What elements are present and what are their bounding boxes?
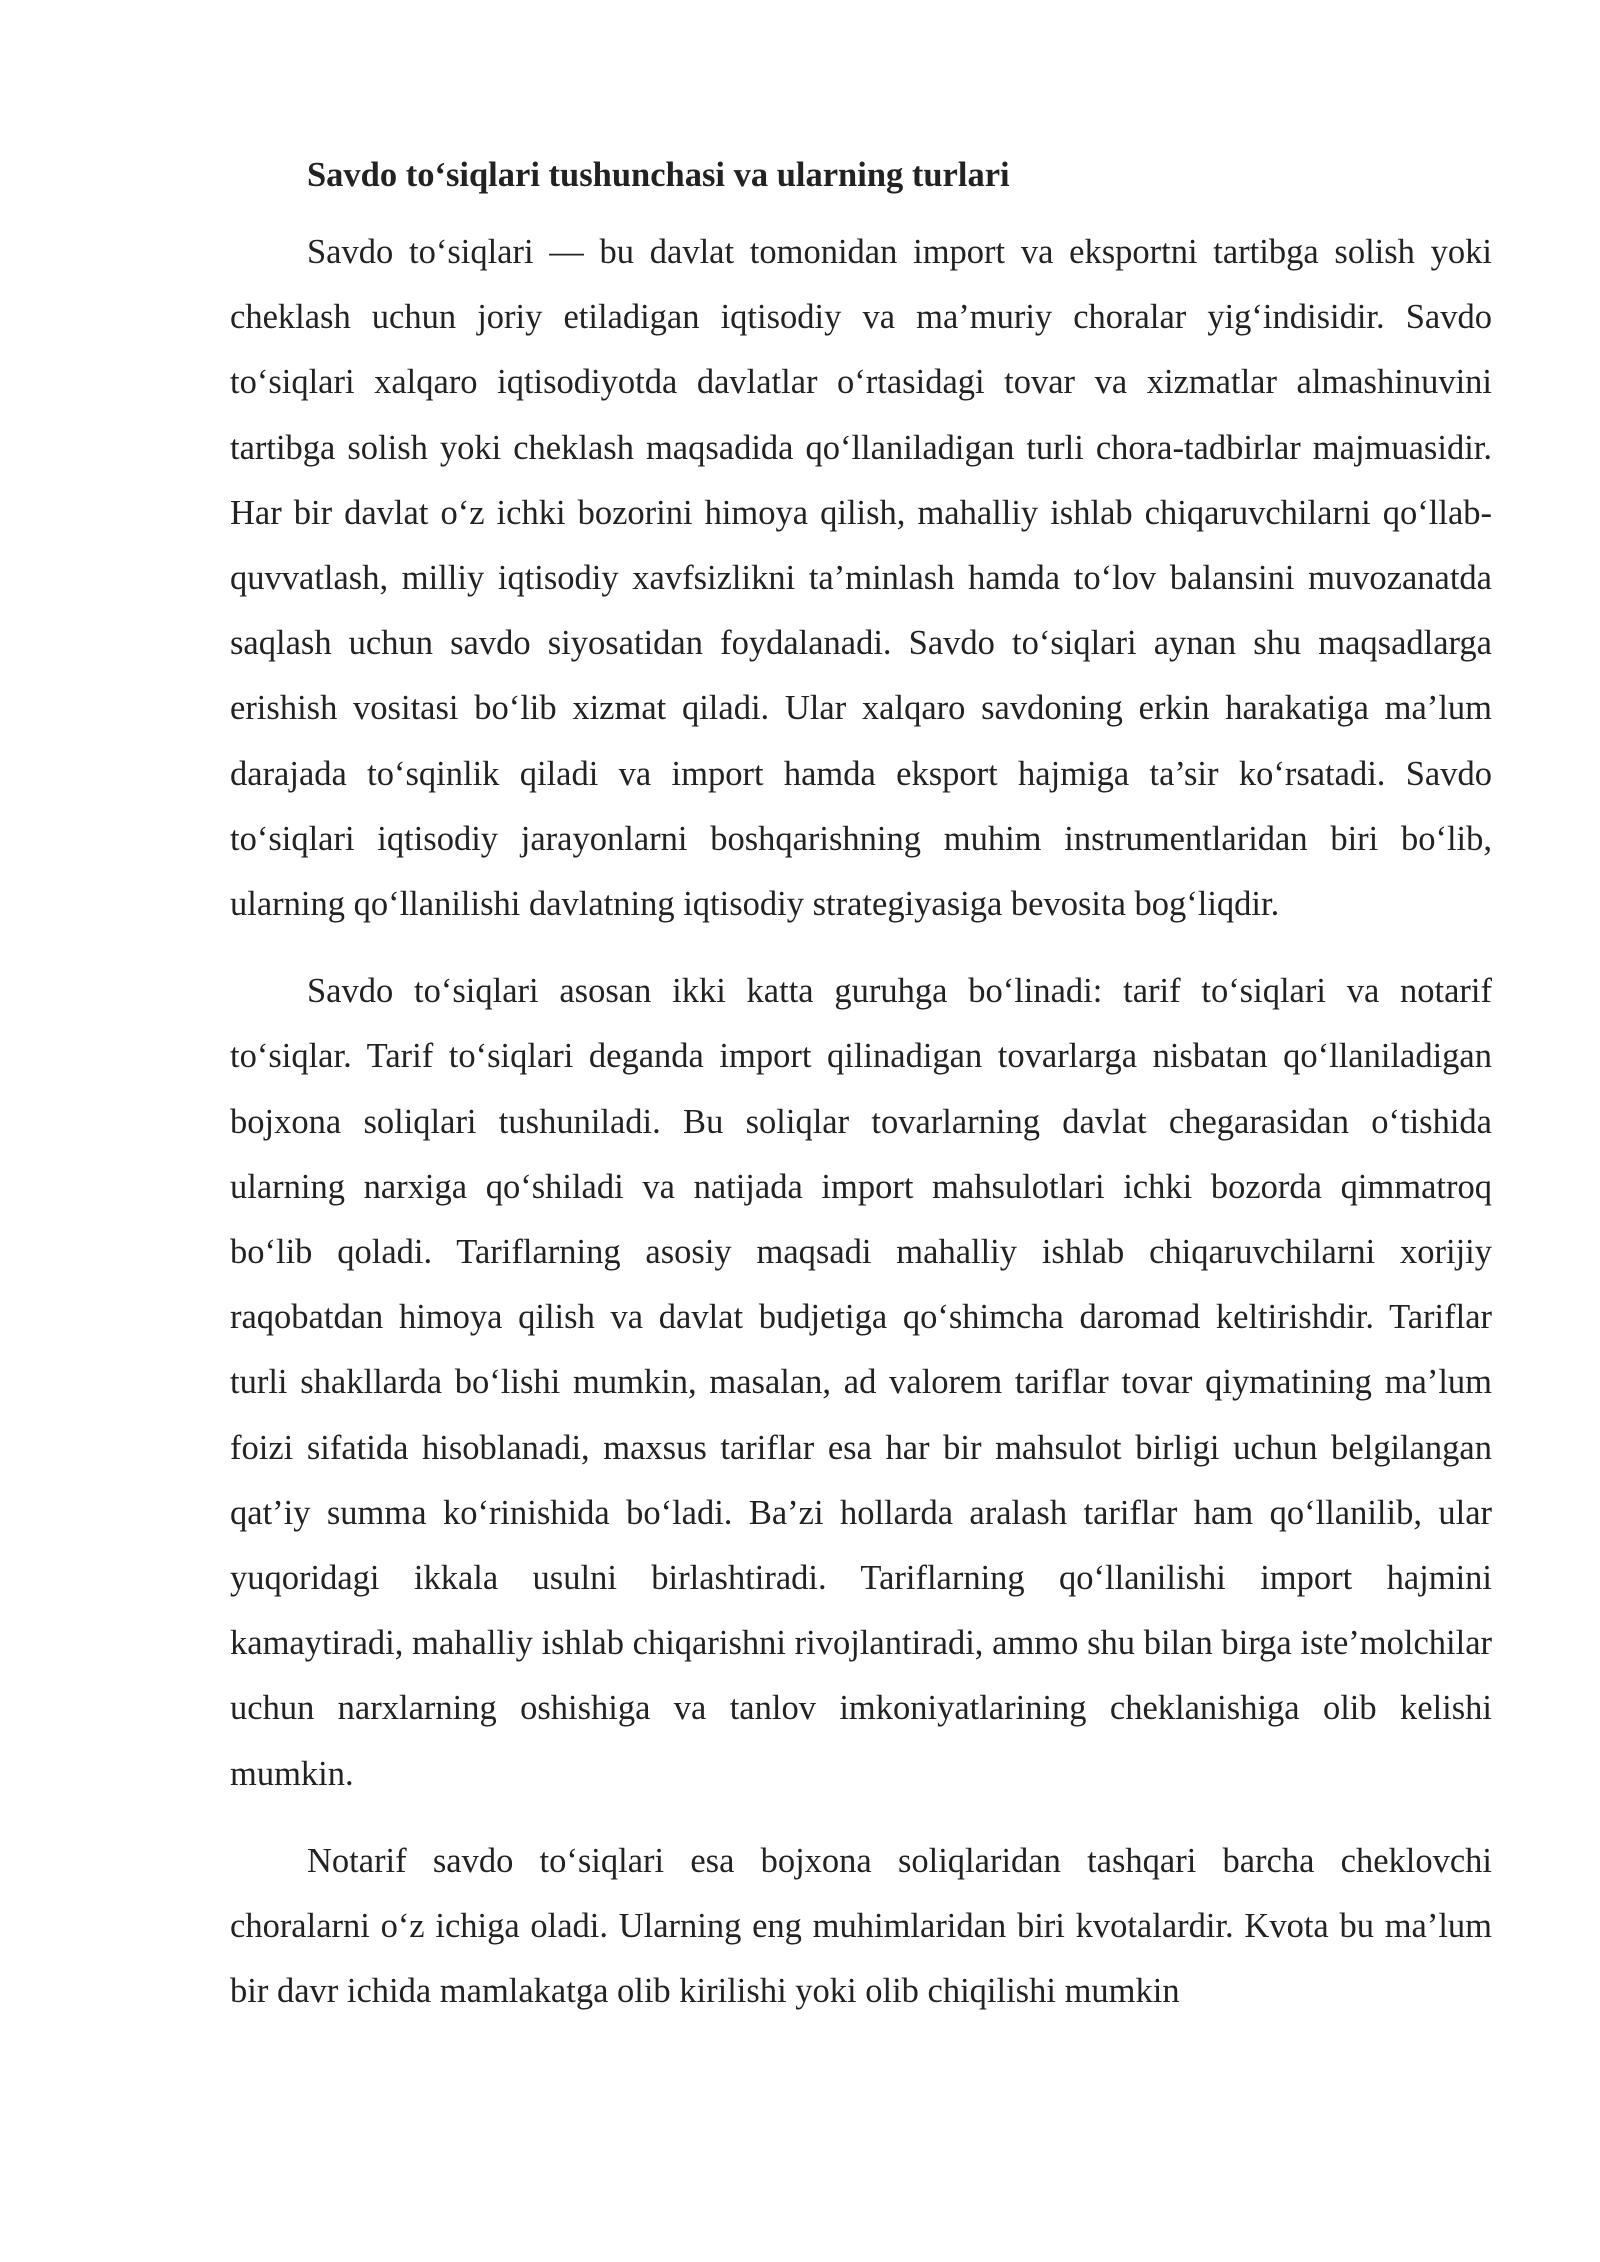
paragraph-3: Notarif savdo to‘siqlari esa bojxona soliqlaridan tashqari barcha cheklovchi choralarni o‘z ichiga oladi. Ularning eng muhimlaridan biri kvotalardir. Kvota bu ma’lum bir davr ichida mamlakatga olib kirilishi yoki olib chiqilishi mumkin — [230, 1841, 1492, 2011]
paragraph-2: Savdo to‘siqlari asosan ikki katta guruhga bo‘linadi: tarif to‘siqlari va notarif to‘siqlar. Tarif to‘siqlari deganda import qilinadigan tovarlarga nisbatan qo‘llaniladigan bojxona soliqlari tushuniladi. Bu soliqlar tovarlarning davlat chegarasidan o‘tishida ularning narxiga qo‘shiladi va natijada import mahsulotlari ichki bozorda qimmatroq bo‘lib qoladi. Tariflarning asosiy maqsadi mahalliy ishlab chiqaruvchilarni xorijiy raqobatdan himoya qilish va davlat budjetiga qo‘shimcha daromad keltirishdir. Tariflar turli shakllarda bo‘lishi mumkin, masalan, ad valorem tariflar tovar qiymatining ma’lum foizi sifatida hisoblanadi, maxsus tariflar esa har bir mahsulot birligi uchun belgilangan qat’iy summa ko‘rinishida bo‘ladi. Ba’zi hollarda aralash tariflar ham qo‘llanilib, ular yuqoridagi ikkala usulni birlashtiradi. Tariflarning qo‘llanilishi import hajmini kamaytiradi, mahalliy ishlab chiqarishni rivojlantiradi, ammo shu bilan birga iste’molchilar uchun narxlarning oshishiga va tanlov imkoniyatlarining cheklanishiga olib kelishi mumkin. — [230, 972, 1492, 1793]
section-heading: Savdo to‘siqlari tushunchasi va ularning turlari — [307, 156, 1010, 194]
paragraph-1: Savdo to‘siqlari — bu davlat tomonidan import va eksportni tartibga solish yoki cheklash uchun joriy etiladigan iqtisodiy va ma’muriy choralar yig‘indisidir. Savdo to‘siqlari xalqaro iqtisodiyotda davlatlar o‘rtasidagi tovar va xizmatlar almashinuvini tartibga solish yoki cheklash maqsadida qo‘llaniladigan turli chora-tadbirlar majmuasidir. Har bir davlat o‘z ichki bozorini himoya qilish, mahalliy ishlab chiqaruvchilarni qo‘llab-quvvatlash, milliy iqtisodiy xavfsizlikni ta’minlash hamda to‘lov balansini muvozanatda saqlash uchun savdo siyosatidan foydalanadi. Savdo to‘siqlari aynan shu maqsadlarga erishish vositasi bo‘lib xizmat qiladi. Ular xalqaro savdoning erkin harakatiga ma’lum darajada to‘sqinlik qiladi va import hamda eksport hajmiga ta’sir ko‘rsatadi. Savdo to‘siqlari iqtisodiy jarayonlarni boshqarishning muhim instrumentlaridan biri bo‘lib, ularning qo‘llanilishi davlatning iqtisodiy strategiyasiga bevosita bog‘liqdir. — [230, 233, 1492, 924]
document-body — [230, 150, 1492, 2046]
